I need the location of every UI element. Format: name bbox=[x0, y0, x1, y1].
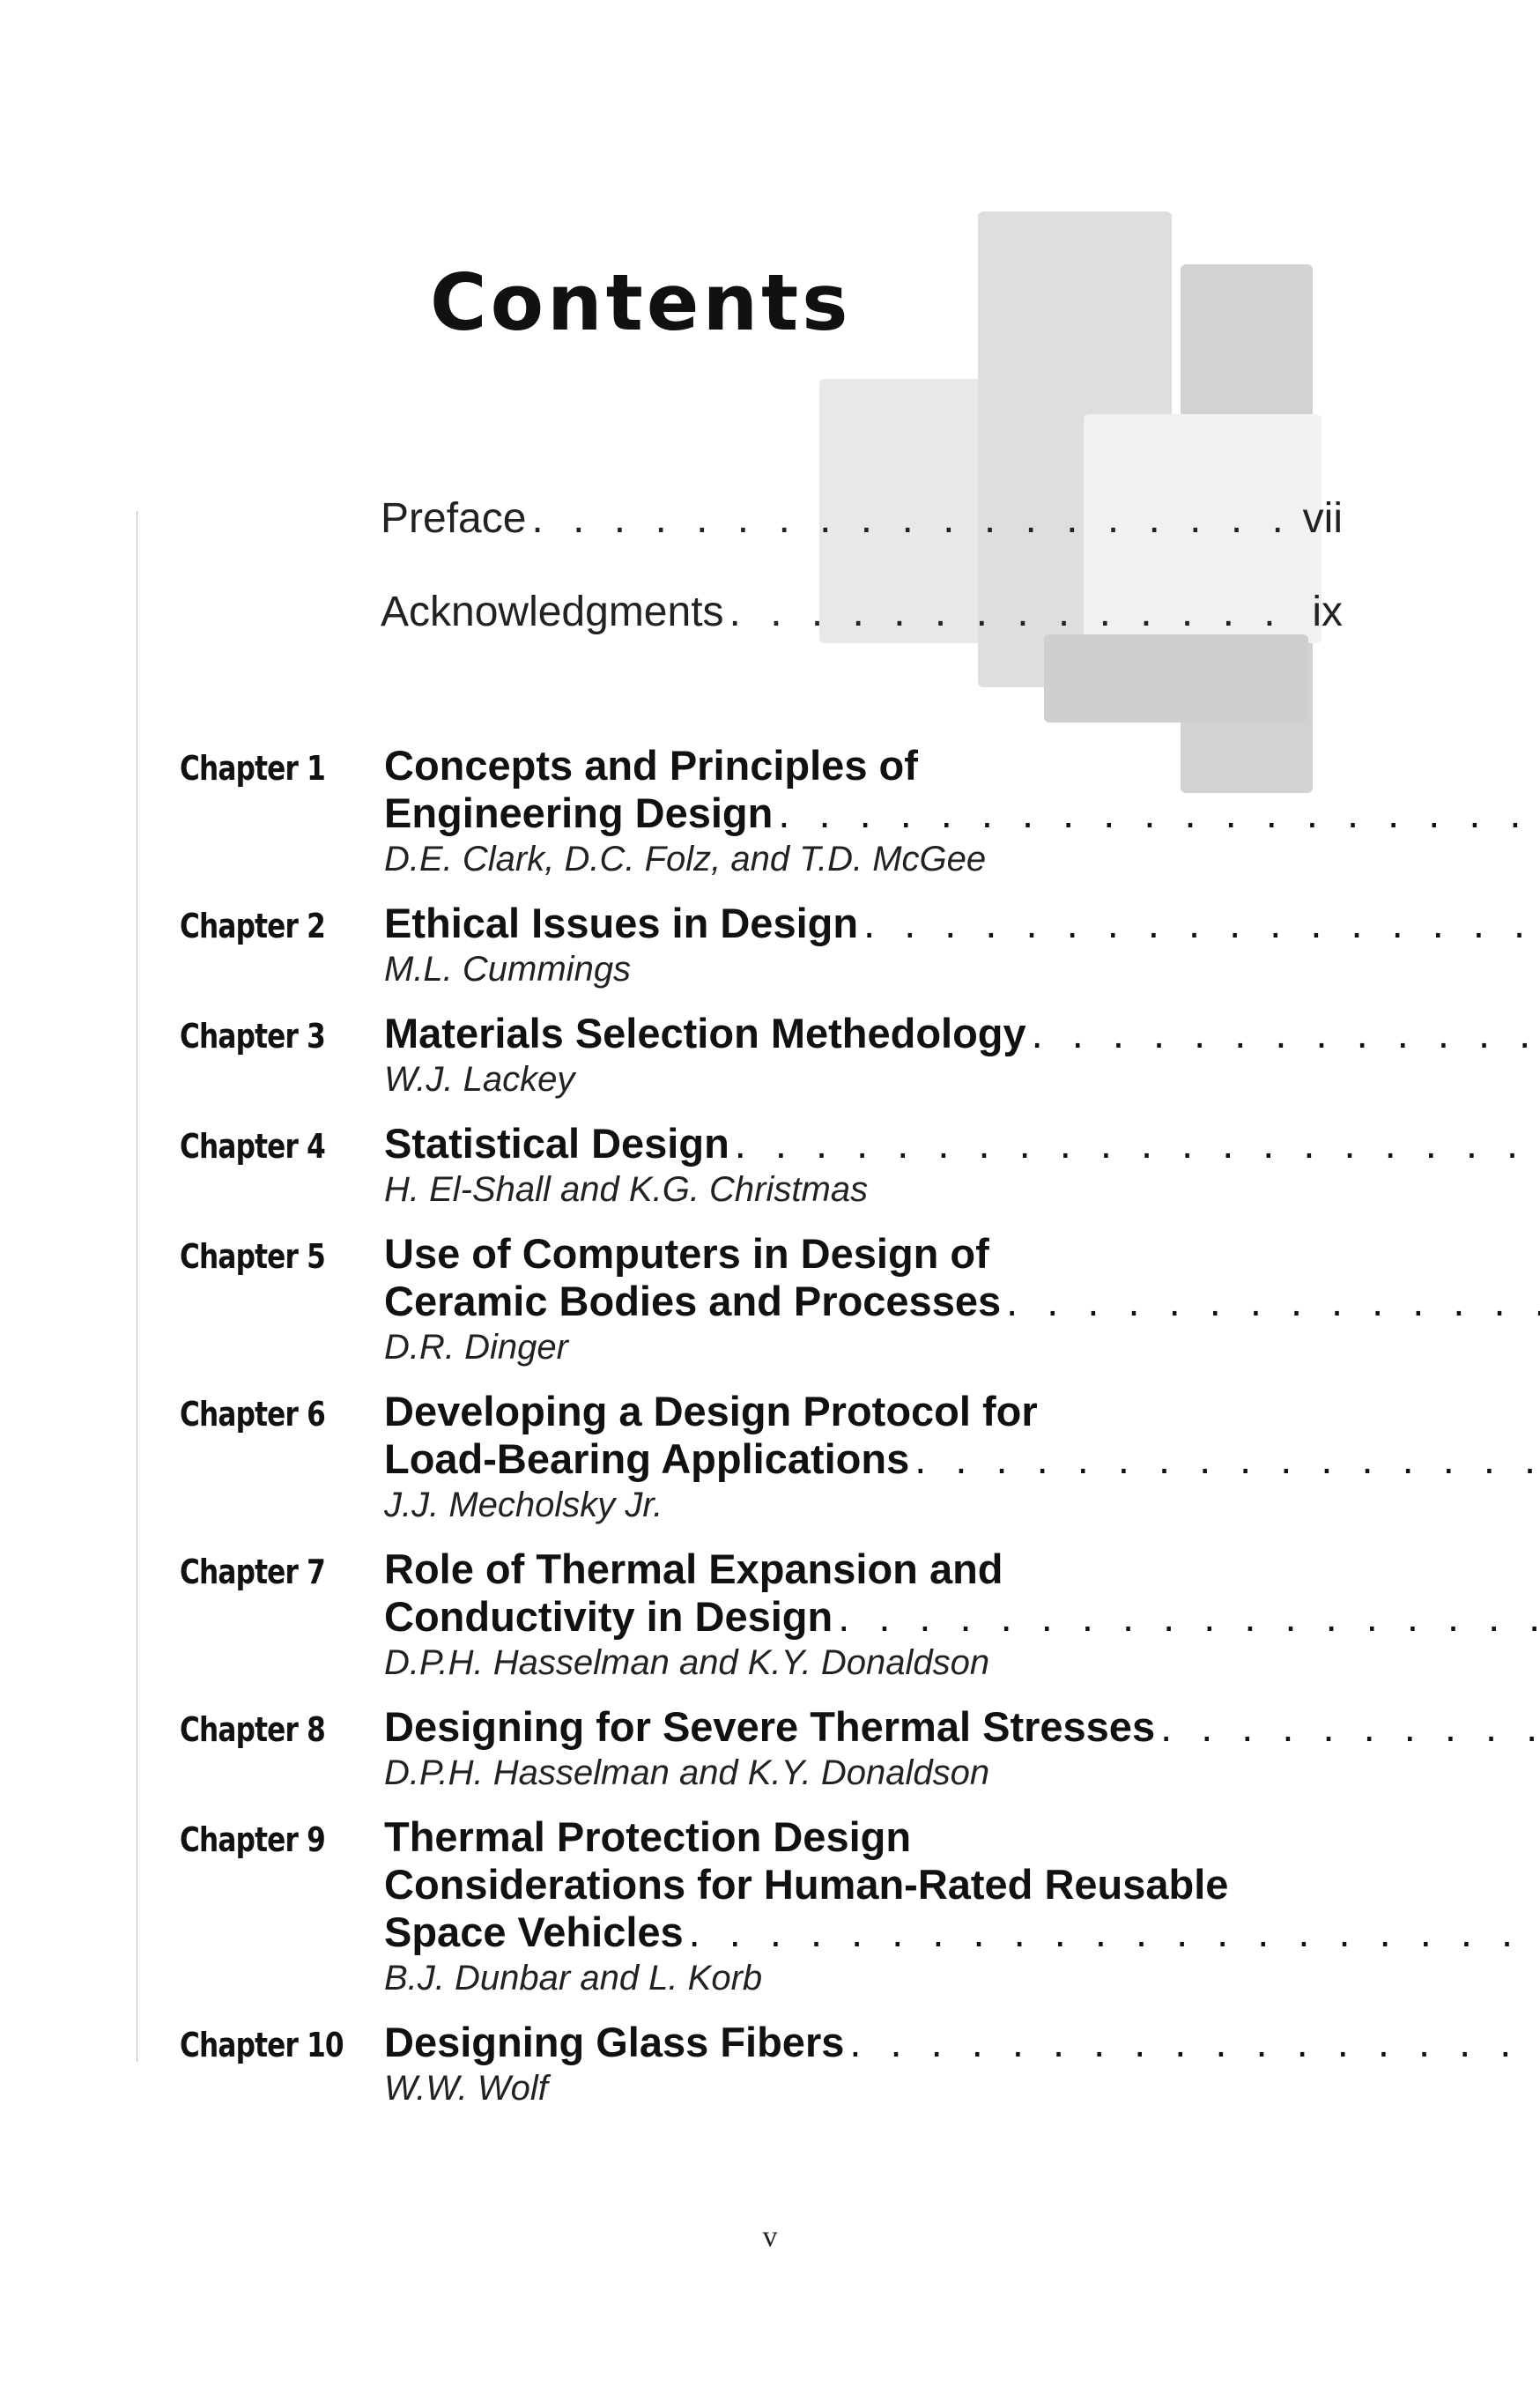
toc-entry-chapter-3[interactable] bbox=[180, 1010, 1343, 1101]
chapter-label: Chapter 10 bbox=[180, 2026, 344, 2064]
chapter-entry-body bbox=[384, 900, 1540, 990]
toc-entry-chapter-5[interactable] bbox=[180, 1230, 1343, 1368]
chapter-label: Chapter 6 bbox=[180, 1395, 325, 1434]
chapter-title-line: Concepts and Principles of bbox=[384, 742, 918, 789]
leader-dots bbox=[914, 1435, 1540, 1483]
chapter-label: Chapter 8 bbox=[180, 1710, 325, 1749]
chapter-title-row bbox=[384, 900, 1540, 948]
chapter-title-line: Load-Bearing Applications bbox=[384, 1435, 910, 1482]
toc-entry-chapter-8[interactable] bbox=[180, 1703, 1343, 1794]
chapter-entry-body bbox=[384, 1010, 1540, 1101]
leader-dots bbox=[1006, 1278, 1540, 1325]
chapter-title-line: Space Vehicles bbox=[384, 1909, 684, 1955]
toc-entry-chapter-9[interactable] bbox=[180, 1813, 1343, 1999]
chapter-title-line: Ethical Issues in Design bbox=[384, 900, 859, 946]
chapter-authors: D.R. Dinger bbox=[384, 1328, 568, 1367]
chapter-title-row bbox=[384, 1120, 1540, 1168]
chapter-authors: W.W. Wolf bbox=[384, 2069, 548, 2108]
chapter-title-line: Statistical Design bbox=[384, 1120, 729, 1167]
chapter-authors: B.J. Dunbar and L. Korb bbox=[384, 1959, 763, 1997]
chapter-authors: H. El-Shall and K.G. Christmas bbox=[384, 1170, 869, 1209]
chapter-authors: W.J. Lackey bbox=[384, 1060, 575, 1099]
chapter-authors: M.L. Cummings bbox=[384, 950, 632, 989]
chapter-title-row bbox=[384, 1435, 1540, 1484]
toc-entry-chapter-10[interactable] bbox=[180, 2019, 1343, 2109]
leader-dots bbox=[778, 789, 1540, 837]
chapter-entry-body bbox=[384, 742, 1540, 880]
chapter-title-line: Materials Selection Methedology bbox=[384, 1010, 1026, 1056]
chapter-title-line: Use of Computers in Design of bbox=[384, 1230, 989, 1277]
chapter-label: Chapter 4 bbox=[180, 1127, 325, 1166]
toc-front-preface[interactable] bbox=[381, 493, 1343, 545]
toc-entry-chapter-4[interactable] bbox=[180, 1120, 1343, 1211]
chapter-title-row bbox=[384, 1010, 1540, 1058]
chapter-title-row bbox=[384, 789, 1540, 838]
chapter-label: Chapter 1 bbox=[180, 749, 325, 788]
page-title: Contents bbox=[430, 257, 852, 348]
chapter-entry-body bbox=[384, 1703, 1540, 1794]
chapter-authors: D.E. Clark, D.C. Folz, and T.D. McGee bbox=[384, 840, 987, 878]
leader-dots bbox=[838, 1593, 1540, 1641]
toc-chapter-list bbox=[180, 742, 1343, 2129]
chapter-label: Chapter 3 bbox=[180, 1017, 325, 1056]
chapter-entry-body bbox=[384, 1120, 1540, 1211]
chapter-entry-body bbox=[384, 1813, 1540, 1999]
toc-entry-chapter-6[interactable] bbox=[180, 1388, 1343, 1526]
chapter-label: Chapter 7 bbox=[180, 1553, 325, 1591]
chapter-title-row bbox=[384, 1593, 1540, 1642]
front-matter-label: Acknowledgments bbox=[381, 589, 724, 635]
chapter-title-line: Considerations for Human-Rated Reusable bbox=[384, 1861, 1229, 1908]
toc-entry-chapter-7[interactable] bbox=[180, 1545, 1343, 1684]
chapter-authors: J.J. Mecholsky Jr. bbox=[384, 1486, 663, 1524]
chapter-title-row bbox=[384, 1703, 1540, 1752]
chapter-label: Chapter 5 bbox=[180, 1237, 325, 1276]
chapter-title-row bbox=[384, 1909, 1540, 1957]
decorative-square bbox=[1044, 634, 1308, 723]
chapter-title-row bbox=[384, 2019, 1540, 2067]
page-number: ix bbox=[1312, 589, 1343, 635]
chapter-title-line: Conductivity in Design bbox=[384, 1593, 833, 1640]
leader-dots bbox=[863, 900, 1540, 947]
chapter-title-line: Thermal Protection Design bbox=[384, 1813, 912, 1860]
page-number: vii bbox=[1302, 495, 1343, 542]
toc-front-acknowledgments[interactable] bbox=[381, 587, 1343, 638]
chapter-authors: D.P.H. Hasselman and K.Y. Donaldson bbox=[384, 1753, 990, 1792]
toc-entry-chapter-2[interactable] bbox=[180, 900, 1343, 990]
chapter-title-line: Engineering Design bbox=[384, 789, 774, 836]
leader-dots bbox=[849, 2019, 1540, 2066]
leader-dots bbox=[689, 1909, 1540, 1956]
page-folio: v bbox=[762, 2220, 778, 2253]
chapter-entry-body bbox=[384, 2019, 1540, 2109]
leader-dots bbox=[531, 493, 1297, 545]
chapter-entry-body bbox=[384, 1230, 1540, 1368]
chapter-label: Chapter 2 bbox=[180, 907, 325, 945]
chapter-title-line: Ceramic Bodies and Processes bbox=[384, 1278, 1002, 1324]
chapter-authors: D.P.H. Hasselman and K.Y. Donaldson bbox=[384, 1643, 990, 1682]
chapter-title-line: Role of Thermal Expansion and bbox=[384, 1545, 1003, 1592]
chapter-title-row bbox=[384, 1278, 1540, 1326]
chapter-title-line: Developing a Design Protocol for bbox=[384, 1388, 1038, 1434]
chapter-label: Chapter 9 bbox=[180, 1820, 325, 1859]
toc-entry-chapter-1[interactable] bbox=[180, 742, 1343, 880]
leader-dots bbox=[735, 1120, 1540, 1167]
chapter-title-line: Designing for Severe Thermal Stresses bbox=[384, 1703, 1156, 1750]
leader-dots bbox=[729, 587, 1307, 638]
leader-dots bbox=[1032, 1010, 1540, 1057]
leader-dots bbox=[1160, 1703, 1540, 1751]
chapter-entry-body bbox=[384, 1388, 1540, 1526]
front-matter-label: Preface bbox=[381, 495, 527, 542]
chapter-entry-body bbox=[384, 1545, 1540, 1684]
chapter-title-line: Designing Glass Fibers bbox=[384, 2019, 845, 2065]
